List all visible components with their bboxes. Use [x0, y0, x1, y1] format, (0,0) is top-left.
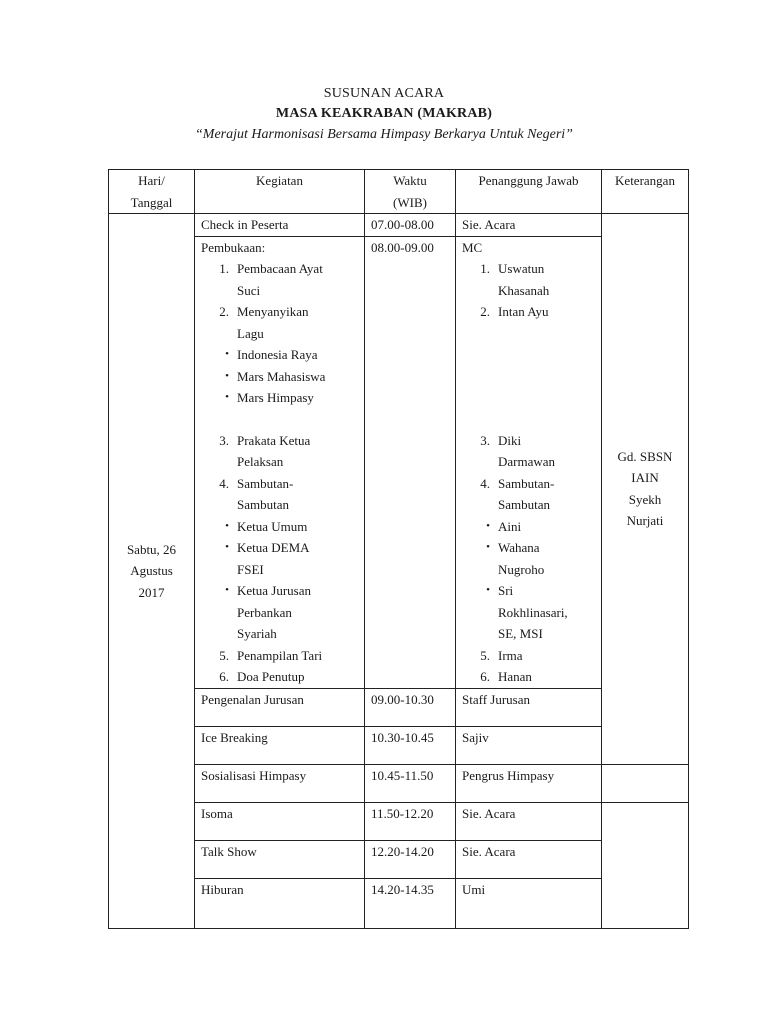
list-text: Penampilan Tari	[237, 647, 323, 663]
note-cell-empty	[602, 764, 689, 802]
list-text: Pembacaan Ayat Suci	[237, 261, 323, 298]
pic-cell: Staff Jurusan	[456, 688, 602, 726]
list-marker: 1.	[219, 261, 229, 276]
activity-cell: Talk Show	[195, 840, 365, 878]
list-text: Aini	[498, 518, 522, 534]
list-marker: 2.	[480, 304, 490, 319]
list-text: Sri Rokhlinasari, SE, MSI	[498, 583, 568, 641]
header-time: Waktu (WIB)	[365, 170, 456, 214]
list-item	[201, 537, 358, 580]
opening-items-list	[201, 258, 358, 688]
list-text: Indonesia Raya	[237, 347, 318, 362]
list-marker: 2.	[219, 304, 229, 319]
list-item	[201, 473, 358, 516]
activity-cell: Ice Breaking	[195, 726, 365, 764]
list-text: Mars Himpasy	[237, 390, 314, 405]
schedule-table	[108, 169, 689, 929]
list-marker: •	[225, 584, 229, 596]
list-spacer	[201, 409, 358, 430]
list-item	[201, 645, 358, 667]
list-item	[201, 580, 358, 645]
list-marker: 3.	[480, 432, 490, 448]
header-day: Hari/ Tanggal	[109, 170, 195, 214]
list-item	[462, 645, 595, 667]
list-item	[462, 537, 595, 580]
list-text: Menyanyikan Lagu	[237, 304, 309, 341]
list-marker: 3.	[219, 432, 229, 448]
list-item	[462, 301, 595, 323]
list-text: Sambutan- Sambutan	[237, 475, 294, 512]
header-pic: Penanggung Jawab	[456, 170, 602, 214]
list-text: Intan Ayu	[498, 304, 549, 319]
list-spacer	[462, 323, 595, 430]
document-header	[0, 84, 768, 146]
list-item	[462, 473, 595, 516]
list-item	[201, 516, 358, 538]
activity-cell: Pengenalan Jurusan	[195, 688, 365, 726]
list-marker: •	[225, 541, 229, 553]
header-activity: Kegiatan	[195, 170, 365, 214]
time-cell: 14.20-14.35	[365, 878, 456, 928]
list-item	[462, 430, 595, 473]
list-marker: •	[225, 391, 229, 403]
list-text: Sambutan- Sambutan	[498, 475, 555, 512]
note-cell-empty	[602, 802, 689, 928]
table-row	[109, 802, 689, 840]
list-item	[462, 258, 595, 301]
pic-cell: Umi	[456, 878, 602, 928]
list-text: Uswatun Khasanah	[498, 261, 550, 298]
table-header-row	[109, 170, 689, 214]
time-cell: 12.20-14.20	[365, 840, 456, 878]
document-subtitle: MASA KEAKRABAN (MAKRAB)	[275, 106, 493, 121]
list-marker: 5.	[219, 647, 229, 663]
activity-cell: Sosialisasi Himpasy	[195, 764, 365, 802]
list-marker: •	[225, 369, 229, 382]
header-note: Keterangan	[602, 170, 689, 214]
list-marker: 4.	[480, 475, 490, 491]
pic-cell: Sie. Acara	[456, 802, 602, 840]
list-item	[201, 666, 358, 688]
pic-cell: Sajiv	[456, 726, 602, 764]
pic-cell: MC 1. Uswatun Khasanah 2. Intan Ayu 3. Diki Darmawan 4. Sambutan- Sambutan • Aini • Wahana Nugroho • Sri Rokhlinasari, SE, MSI 5. Irma 6. Hanan	[456, 236, 602, 688]
list-text: Prakata Ketua Pelaksan	[237, 432, 311, 469]
pic-cell: Sie. Acara	[456, 840, 602, 878]
list-text: Doa Penutup	[237, 669, 305, 684]
list-item	[201, 430, 358, 473]
list-text: Mars Mahasiswa	[237, 368, 326, 384]
opening-pics-list	[462, 258, 595, 688]
list-text: Ketua DEMA FSEI	[237, 540, 310, 577]
list-item	[462, 516, 595, 538]
time-cell: 11.50-12.20	[365, 802, 456, 840]
table-row	[109, 764, 689, 802]
list-item	[201, 387, 358, 409]
pic-cell: Pengrus Himpasy	[456, 764, 602, 802]
time-cell: 08.00-09.00	[365, 236, 456, 688]
list-marker: •	[225, 348, 229, 360]
time-cell: 07.00-08.00	[365, 214, 456, 237]
list-item	[201, 258, 358, 301]
list-item	[201, 344, 358, 366]
table-row	[109, 214, 689, 237]
activity-cell: Isoma	[195, 802, 365, 840]
list-text: Diki Darmawan	[498, 432, 556, 469]
day-cell: Sabtu, 26 Agustus 2017	[109, 214, 195, 929]
document-tagline: “Merajut Harmonisasi Bersama Himpasy Berkarya Untuk Negeri”	[195, 127, 573, 142]
time-cell: 09.00-10.30	[365, 688, 456, 726]
activity-cell: Pembukaan: 1. Pembacaan Ayat Suci 2. Menyanyikan Lagu • Indonesia Raya • Mars Mahasiswa • Mars Himpasy 3. Prakata Ketua Pelaksan 4. Sambutan- Sambutan • Ketua Umum • Ketua DEMA FSEI • Ketua Jurusan Perbankan Syariah 5. Penampilan Tari 6. Doa Penutup	[195, 236, 365, 688]
activity-cell: Check in Peserta	[195, 214, 365, 237]
time-cell: 10.30-10.45	[365, 726, 456, 764]
list-text: Hanan	[498, 669, 532, 684]
list-marker: 6.	[219, 669, 229, 684]
list-text: Irma	[498, 647, 523, 663]
list-item	[201, 366, 358, 388]
list-item	[201, 301, 358, 344]
list-item	[462, 666, 595, 688]
list-marker: •	[225, 519, 229, 532]
location-cell: Gd. SBSN IAIN Syekh Nurjati	[602, 214, 689, 765]
list-marker: 6.	[480, 669, 490, 684]
list-text: Ketua Jurusan Perbankan Syariah	[237, 583, 312, 641]
list-item	[462, 580, 595, 645]
list-text: Ketua Umum	[237, 518, 308, 534]
list-marker: •	[486, 519, 490, 532]
time-cell: 10.45-11.50	[365, 764, 456, 802]
activity-cell: Hiburan	[195, 878, 365, 928]
list-marker: •	[486, 584, 490, 596]
pic-cell: Sie. Acara	[456, 214, 602, 237]
list-text: Wahana Nugroho	[498, 540, 545, 577]
list-marker: 1.	[480, 261, 490, 276]
list-marker: 5.	[480, 647, 490, 663]
list-marker: 4.	[219, 475, 229, 491]
list-marker: •	[486, 541, 490, 553]
document-title: SUSUNAN ACARA	[323, 86, 445, 101]
